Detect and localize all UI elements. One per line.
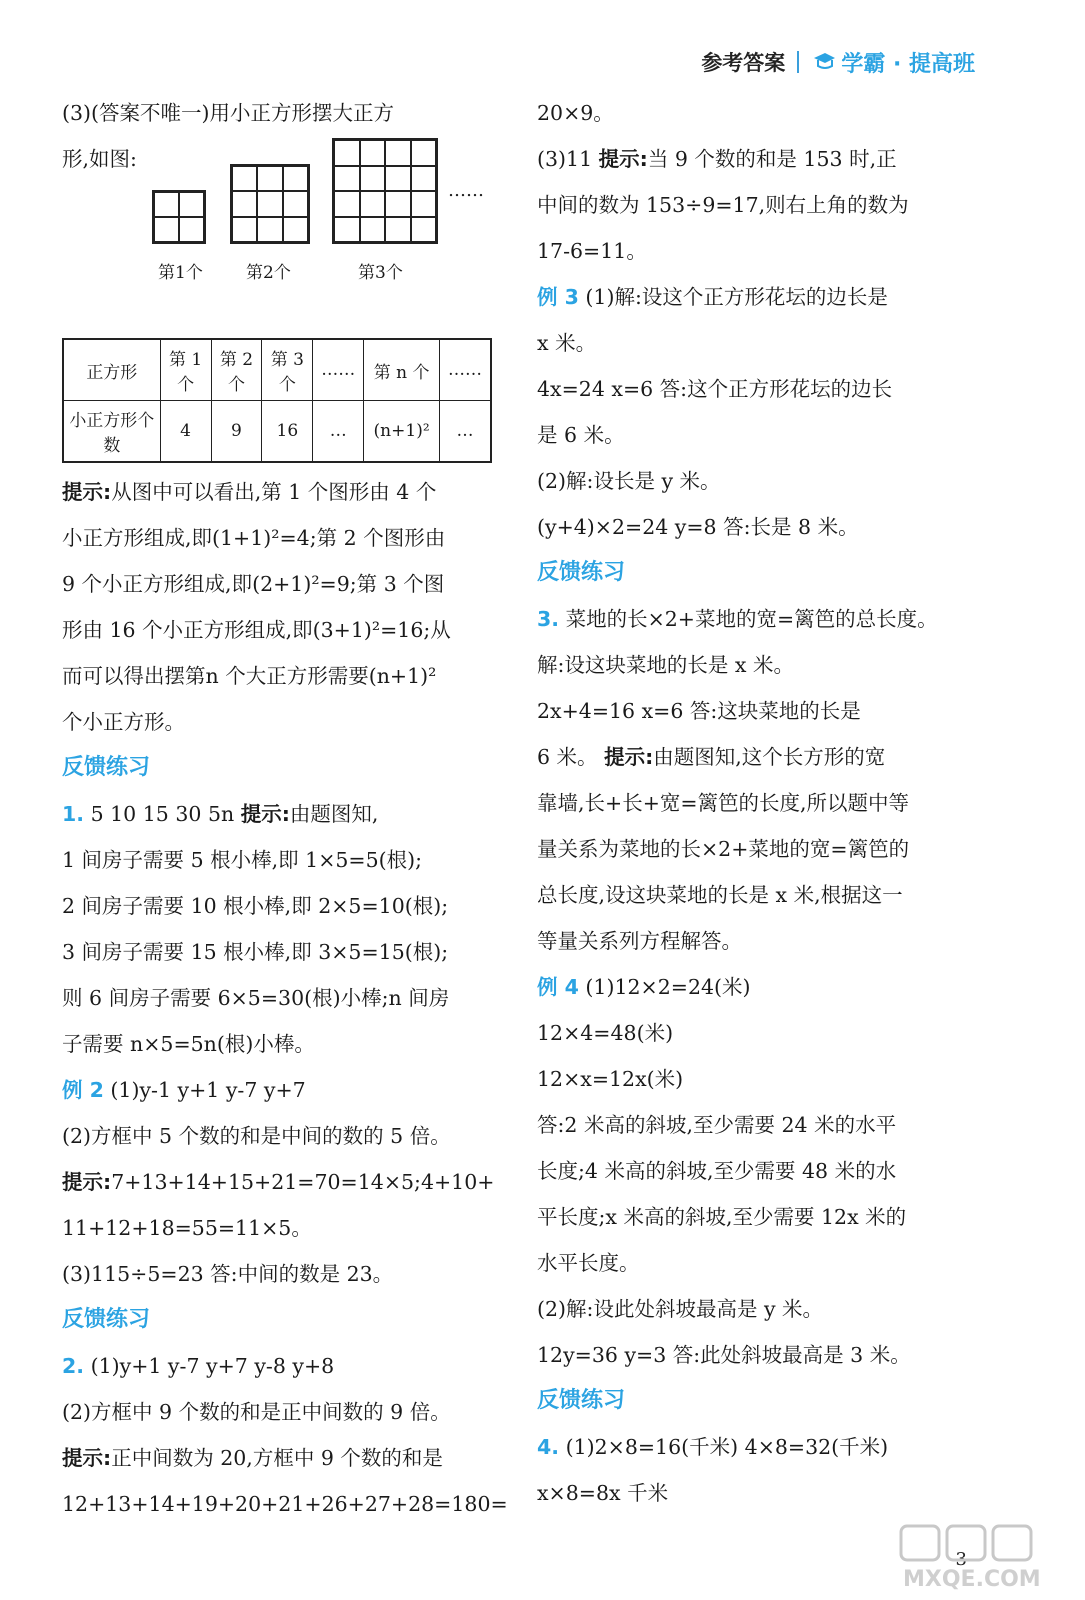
hint-label: 提示:: [62, 1446, 112, 1470]
hint-text: 正中间数为 20,方框中 9 个数的和是: [111, 1446, 443, 1470]
figure-caption-1: 第1个: [158, 263, 203, 283]
table-cell: ……: [313, 339, 364, 401]
table-cell: ……: [440, 339, 491, 401]
answer-text: 6 米。: [537, 745, 605, 769]
text-line: (2)方框中 9 个数的和是正中间数的 9 倍。: [62, 1400, 451, 1424]
answer-text: (1)y+1 y-7 y+7 y-8 y+8: [84, 1354, 335, 1378]
table-cell: 小正方形个数: [63, 401, 160, 463]
hint-label: 提示:: [240, 802, 290, 826]
hint-text: 从图中可以看出,第 1 个图形由 4 个: [111, 480, 437, 504]
text-line: 子需要 n×5=5n(根)小棒。: [62, 1032, 315, 1056]
answer-text: (1)12×2=24(米): [578, 975, 751, 999]
text-line: 中间的数为 153÷9=17,则右上角的数为: [537, 193, 909, 217]
hint-line: [62, 469, 512, 515]
page-header: [701, 42, 975, 82]
answer-text: 5 10 15 30 5n: [84, 802, 241, 826]
text-line: 则 6 间房子需要 6×5=30(根)小棒;n 间房: [62, 986, 450, 1010]
brand-name: 学霸 · 提高班: [841, 51, 975, 77]
table-cell: 16: [262, 401, 313, 463]
watermark-text: MXQE.COM: [903, 1567, 1041, 1592]
text-line: 是 6 米。: [537, 423, 625, 447]
exercise-number: 2.: [62, 1354, 85, 1378]
text-line: 11+12+18=55=11×5。: [62, 1216, 312, 1240]
header-brand: [811, 47, 975, 78]
exercise-line: [62, 1343, 512, 1389]
text-line: 12×x=12x(米): [537, 1067, 684, 1091]
figure-ellipsis: ……: [448, 180, 484, 201]
hint-label: 提示:: [62, 1170, 112, 1194]
figure-caption-2: 第2个: [246, 263, 291, 283]
hint-label: 提示:: [604, 745, 654, 769]
text-line: (y+4)×2=24 y=8 答:长是 8 米。: [537, 515, 859, 539]
text-line: (2)解:设长是 y 米。: [537, 469, 721, 493]
text-line: 量关系为菜地的长×2+菜地的宽=篱笆的: [537, 837, 910, 861]
figure-caption-3: 第3个: [358, 263, 403, 283]
square-figure-3: [332, 138, 438, 244]
hint-line: [537, 136, 987, 182]
table-cell: 9: [211, 401, 262, 463]
hint-label: 提示:: [598, 147, 648, 171]
answer-text: (1)2×8=16(千米) 4×8=32(千米): [559, 1435, 889, 1459]
text-line: 等量关系列方程解答。: [537, 929, 742, 953]
text-line: 20×9。: [537, 101, 614, 125]
section-heading: 反馈练习: [537, 1388, 626, 1413]
exercise-number: 3.: [537, 607, 560, 631]
text-line: 1 间房子需要 5 根小棒,即 1×5=5(根);: [62, 848, 423, 872]
table-cell: 第 1 个: [160, 339, 211, 401]
text-line: 2 间房子需要 10 根小棒,即 2×5=10(根);: [62, 894, 449, 918]
exercise-line: [62, 791, 512, 837]
text-line: (2)方框中 5 个数的和是中间的数的 5 倍。: [62, 1124, 451, 1148]
table-cell: (n+1)²: [364, 401, 440, 463]
text-line: 12+13+14+19+20+21+26+27+28=180=: [62, 1492, 508, 1516]
table-cell: 第 2 个: [211, 339, 262, 401]
header-divider: [797, 51, 799, 73]
answer-text: 菜地的长×2+菜地的宽=篱笆的总长度。: [559, 607, 938, 631]
example-label: 例 3: [537, 285, 579, 309]
table-row: [63, 339, 491, 401]
text-line: 长度;4 米高的斜坡,至少需要 48 米的水: [537, 1159, 897, 1183]
hint-text: 由题图知,这个长方形的宽: [653, 745, 886, 769]
exercise-line: [537, 1424, 987, 1470]
text-line: 小正方形组成,即(1+1)²=4;第 2 个图形由: [62, 526, 446, 550]
text-line: 4x=24 x=6 答:这个正方形花坛的边长: [537, 377, 893, 401]
table-cell: …: [313, 401, 364, 463]
text-line: 答:2 米高的斜坡,至少需要 24 米的水平: [537, 1113, 897, 1137]
text-line: x×8=8x 千米: [537, 1481, 669, 1505]
table-cell: 第 n 个: [364, 339, 440, 401]
text-line: 2x+4=16 x=6 答:这块菜地的长是: [537, 699, 861, 723]
text-line: (3)115÷5=23 答:中间的数是 23。: [62, 1262, 394, 1286]
watermark-logo: [897, 1522, 1067, 1592]
hint-line: [537, 734, 987, 780]
text-line: 而可以得出摆第n 个大正方形需要(n+1)²: [62, 664, 437, 688]
text-line: 形由 16 个小正方形组成,即(3+1)²=16;从: [62, 618, 451, 642]
square-figure-2: [230, 164, 310, 244]
squares-table: [62, 338, 492, 463]
square-figure-1: [152, 190, 206, 244]
text-line: 解:设这块菜地的长是 x 米。: [537, 653, 795, 677]
exercise-number: 1.: [62, 802, 85, 826]
exercise-number: 4.: [537, 1435, 560, 1459]
text-line: 3 间房子需要 15 根小棒,即 3×5=15(根);: [62, 940, 449, 964]
text-line: 总长度,设这块菜地的长是 x 米,根据这一: [537, 883, 903, 907]
text-line: 形,如图:: [62, 147, 137, 171]
section-heading: 反馈练习: [537, 560, 626, 585]
text-line: 水平长度。: [537, 1251, 640, 1275]
text-line: 平长度;x 米高的斜坡,至少需要 12x 米的: [537, 1205, 907, 1229]
example-label: 例 4: [537, 975, 579, 999]
page-number: 3: [955, 1549, 967, 1570]
table-cell: 4: [160, 401, 211, 463]
text-line: (2)解:设此处斜坡最高是 y 米。: [537, 1297, 824, 1321]
text-line: 17-6=11。: [537, 239, 647, 263]
hint-line: [62, 1159, 512, 1205]
header-label: 参考答案: [701, 51, 786, 75]
section-heading: 反馈练习: [62, 755, 151, 780]
text-line: 12×4=48(米): [537, 1021, 674, 1045]
left-column: [62, 90, 512, 1527]
answer-text: (1)y-1 y+1 y-7 y+7: [103, 1078, 306, 1102]
text-line: 个小正方形。: [62, 710, 185, 734]
hint-text: 7+13+14+15+21=70=14×5;4+10+: [111, 1170, 495, 1194]
text-line: (3)(答案不唯一)用小正方形摆大正方: [62, 101, 395, 125]
hint-text: 当 9 个数的和是 153 时,正: [647, 147, 897, 171]
answer-text: (3)11: [537, 147, 599, 171]
example-line: [62, 1067, 512, 1113]
text-line: x 米。: [537, 331, 597, 355]
table-cell: 正方形: [63, 339, 160, 401]
example-line: [537, 274, 987, 320]
example-line: [537, 964, 987, 1010]
text-line: 12y=36 y=3 答:此处斜坡最高是 3 米。: [537, 1343, 911, 1367]
exercise-line: [537, 596, 987, 642]
text-line: 9 个小正方形组成,即(2+1)²=9;第 3 个图: [62, 572, 445, 596]
text-line: 靠墙,长+长+宽=篱笆的长度,所以题中等: [537, 791, 910, 815]
hint-text: 由题图知,: [289, 802, 379, 826]
hint-label: 提示:: [62, 480, 112, 504]
answer-text: (1)解:设这个正方形花坛的边长是: [578, 285, 888, 309]
example-label: 例 2: [62, 1078, 104, 1102]
section-heading: 反馈练习: [62, 1307, 151, 1332]
graduation-cap-icon: [811, 49, 837, 75]
right-column: [537, 90, 987, 1516]
table-cell: 第 3 个: [262, 339, 313, 401]
hint-line: [62, 1435, 512, 1481]
squares-figure: [62, 182, 512, 332]
table-cell: …: [440, 401, 491, 463]
table-row: [63, 401, 491, 463]
